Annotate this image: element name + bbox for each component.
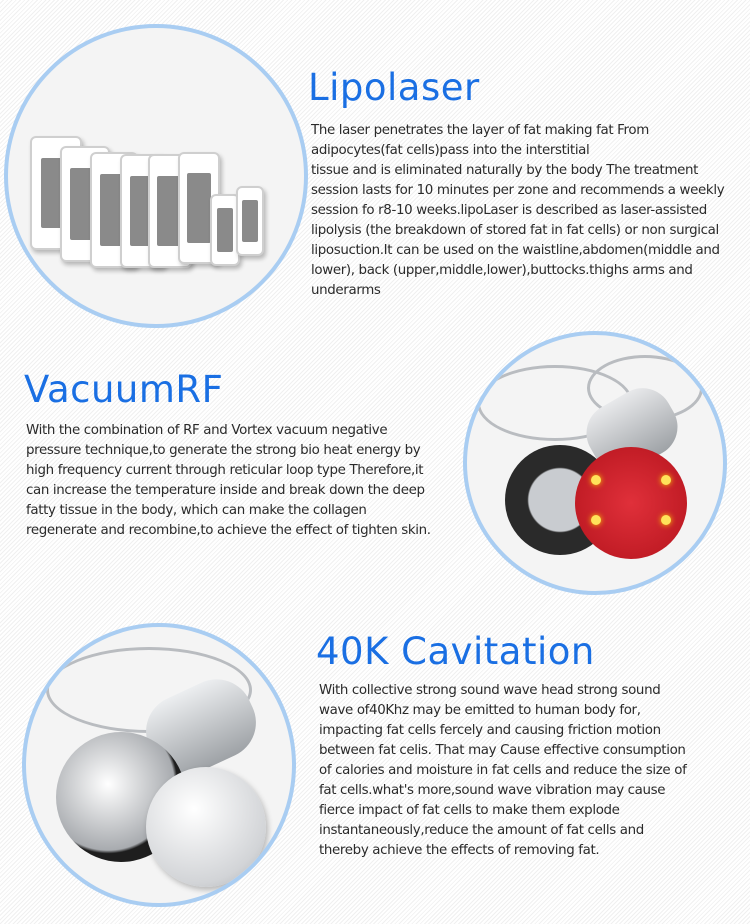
text-line: between fat celis. That may Cause effective consumption <box>319 743 686 758</box>
text-line: tissue and is eliminated naturally by the body The treatment <box>311 163 699 178</box>
text-line: impacting fat cells fercely and causing friction motion <box>319 723 661 738</box>
text-line: With collective strong sound wave head strong sound <box>319 683 661 698</box>
text-line: lower), back (upper,middle,lower),buttocks.thighs arms and <box>311 263 693 278</box>
section-text-vacuumrf <box>26 421 431 541</box>
text-line: liposuction.It can be used on the waistline,abdomen(middle and <box>311 243 720 258</box>
text-line: The laser penetrates the layer of fat making fat From <box>311 123 649 138</box>
text-line: adipocytes(fat cells)pass into the interstitial <box>311 143 590 158</box>
lipolaser-pads-image <box>4 24 308 328</box>
text-line: of calories and moisture in fat cells and reduce the size of <box>319 763 687 778</box>
text-line: can increase the temperature inside and break down the deep <box>26 483 425 498</box>
section-title-lipolaser: Lipolaser <box>308 66 480 109</box>
vacuum-rf-device-image <box>463 331 727 595</box>
section-title-40k-cavitation: 40K Cavitation <box>316 630 595 673</box>
section-text-lipolaser <box>311 121 724 301</box>
section-title-vacuumrf: VacuumRF <box>24 368 224 411</box>
section-text-40k-cavitation <box>319 681 686 861</box>
text-line: high frequency current through reticular loop type Therefore,it <box>26 463 424 478</box>
text-line: fatty tissue in the body, which can make the collagen <box>26 503 367 518</box>
text-line: session fo r8-10 weeks.lipoLaser is described as laser-assisted <box>311 203 707 218</box>
text-line: session lasts for 10 minutes per zone and recommends a weekly <box>311 183 725 198</box>
text-line: With the combination of RF and Vortex vacuum negative <box>26 423 388 438</box>
text-line: underarms <box>311 283 381 298</box>
text-line: regenerate and recombine,to achieve the effect of tighten skin. <box>26 523 431 538</box>
text-line: wave of40Khz may be emitted to human body for, <box>319 703 641 718</box>
text-line: fierce impact of fat cells to make them explode <box>319 803 620 818</box>
text-line: fat cells.what's more,sound wave vibration may cause <box>319 783 666 798</box>
text-line: lipolysis (the breakdown of stored fat in fat cells) or non surgical <box>311 223 719 238</box>
text-line: instantaneously,reduce the amount of fat cells and <box>319 823 644 838</box>
text-line: thereby achieve the effects of removing fat. <box>319 843 600 858</box>
text-line: pressure technique,to generate the strong bio heat energy by <box>26 443 421 458</box>
cavitation-device-image <box>22 623 296 907</box>
